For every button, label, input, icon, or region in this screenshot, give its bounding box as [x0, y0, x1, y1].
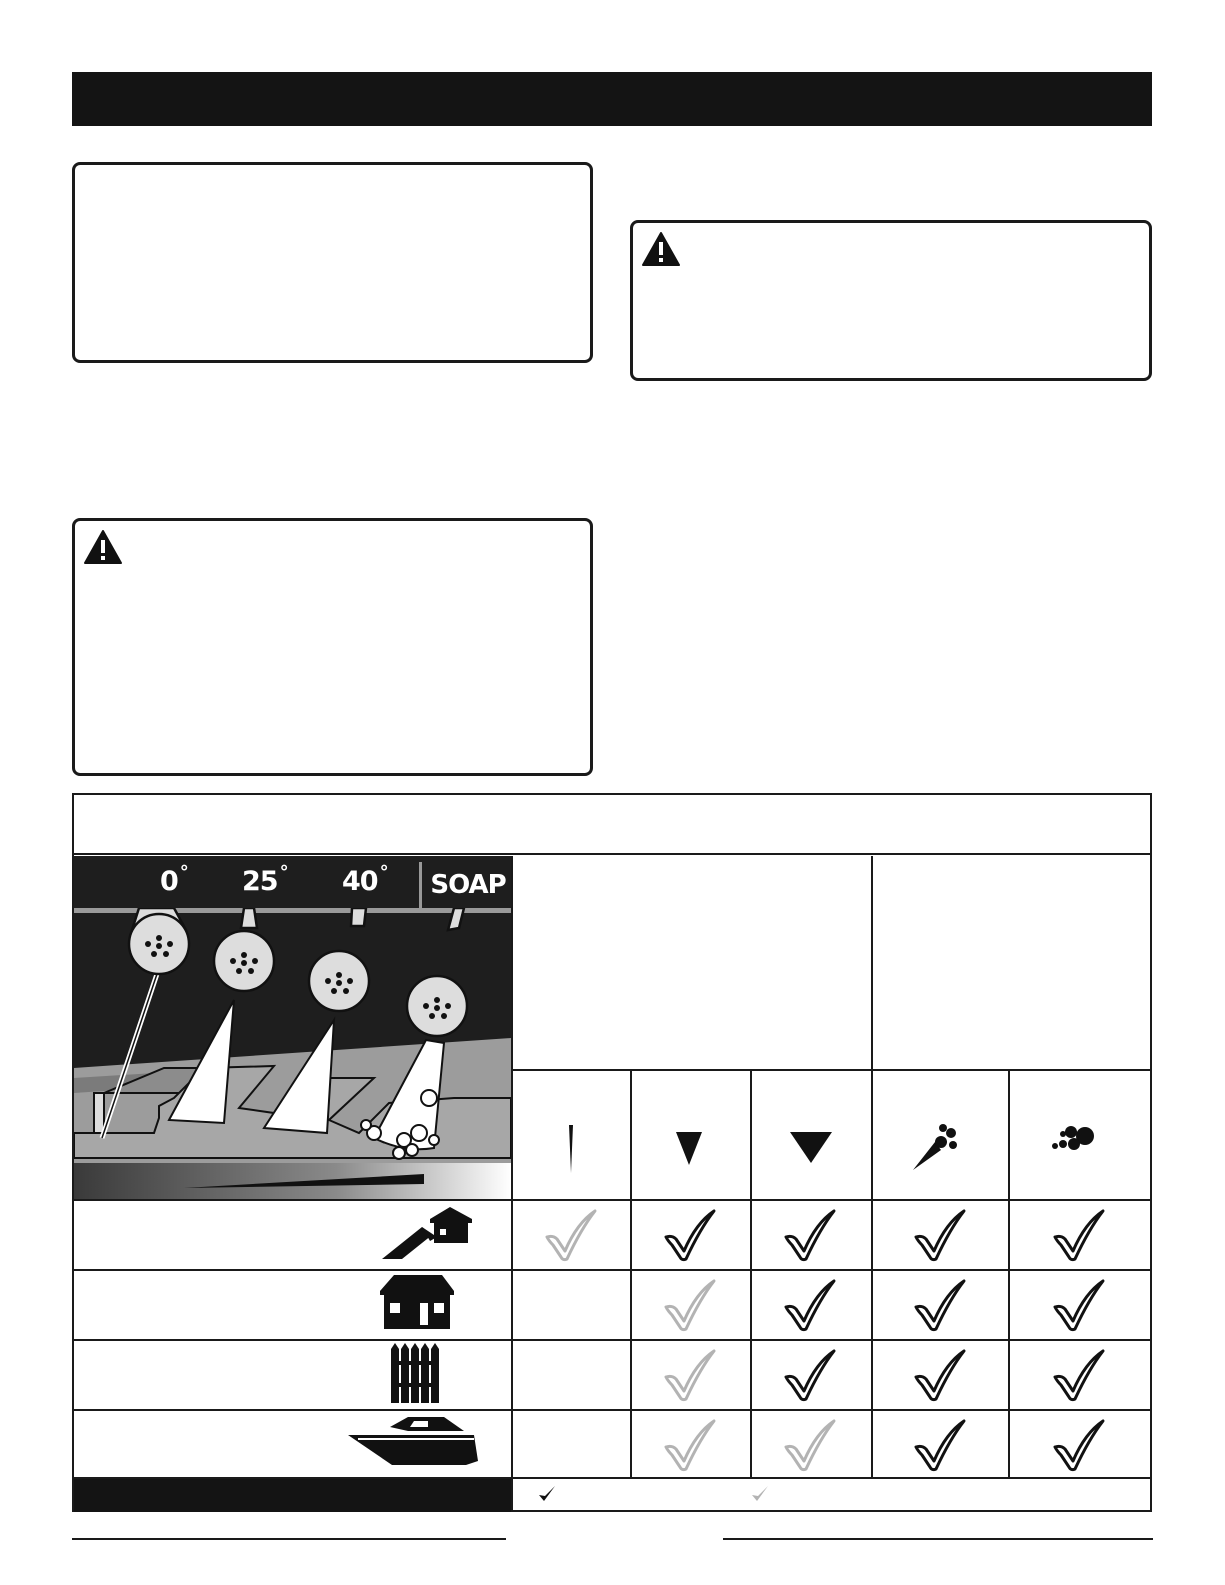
check-dark-icon — [910, 1277, 970, 1333]
nozzle-illustration — [74, 856, 511, 1199]
grid-divider — [630, 1069, 632, 1478]
grid-divider — [511, 1069, 1150, 1071]
check-dark-icon — [536, 1483, 558, 1505]
grid-divider — [511, 856, 513, 1512]
grid-divider — [74, 1409, 1150, 1411]
check-dark-icon — [910, 1347, 970, 1403]
check-dark-icon — [780, 1347, 840, 1403]
soap-bubbles-icon — [1049, 1120, 1099, 1160]
check-dark-icon — [1049, 1417, 1109, 1473]
footer-rule-left — [72, 1538, 506, 1540]
check-dark-icon — [910, 1417, 970, 1473]
warning-triangle-icon — [641, 231, 681, 267]
check-dark-icon — [660, 1207, 720, 1263]
legend-bar — [74, 1479, 511, 1512]
grid-divider — [871, 856, 873, 1478]
grid-divider — [74, 1199, 1150, 1201]
grid-divider — [74, 1269, 1150, 1271]
grid-divider — [1008, 1069, 1010, 1478]
boat-icon — [348, 1415, 488, 1469]
warning-triangle-icon — [83, 529, 123, 565]
narrow-jet-icon — [556, 1125, 586, 1175]
footer-rule-right — [723, 1538, 1153, 1540]
grid-divider — [74, 1339, 1150, 1341]
check-light-icon — [541, 1207, 601, 1263]
check-dark-icon — [1049, 1347, 1109, 1403]
check-light-icon — [660, 1277, 720, 1333]
driveway-house-icon — [382, 1207, 482, 1265]
nozzle-label-25: 25 ° — [242, 862, 288, 897]
check-dark-icon — [780, 1277, 840, 1333]
check-light-icon — [780, 1417, 840, 1473]
check-light-icon — [660, 1417, 720, 1473]
fence-icon — [391, 1343, 441, 1405]
nozzle-selection-chart — [72, 793, 1152, 1512]
section-header-bar — [72, 72, 1152, 126]
check-dark-icon — [910, 1207, 970, 1263]
warning-box-left — [72, 518, 593, 776]
nozzle-spray-drawing — [74, 908, 511, 1199]
house-icon — [376, 1273, 456, 1335]
chart-title-row — [74, 795, 1150, 855]
check-dark-icon — [780, 1207, 840, 1263]
soap-spray-icon — [911, 1120, 961, 1172]
notice-box — [72, 162, 593, 363]
check-dark-icon — [1049, 1207, 1109, 1263]
check-light-icon — [749, 1483, 771, 1505]
nozzle-label-soap: SOAP — [419, 862, 514, 908]
warning-box-right — [630, 220, 1152, 381]
wide-fan-icon — [786, 1127, 836, 1167]
check-dark-icon — [1049, 1277, 1109, 1333]
medium-fan-icon — [671, 1127, 707, 1167]
nozzle-label-40: 40 ° — [342, 862, 388, 897]
check-light-icon — [660, 1347, 720, 1403]
nozzle-label-0: 0 ° — [160, 862, 188, 897]
grid-divider — [750, 1069, 752, 1478]
